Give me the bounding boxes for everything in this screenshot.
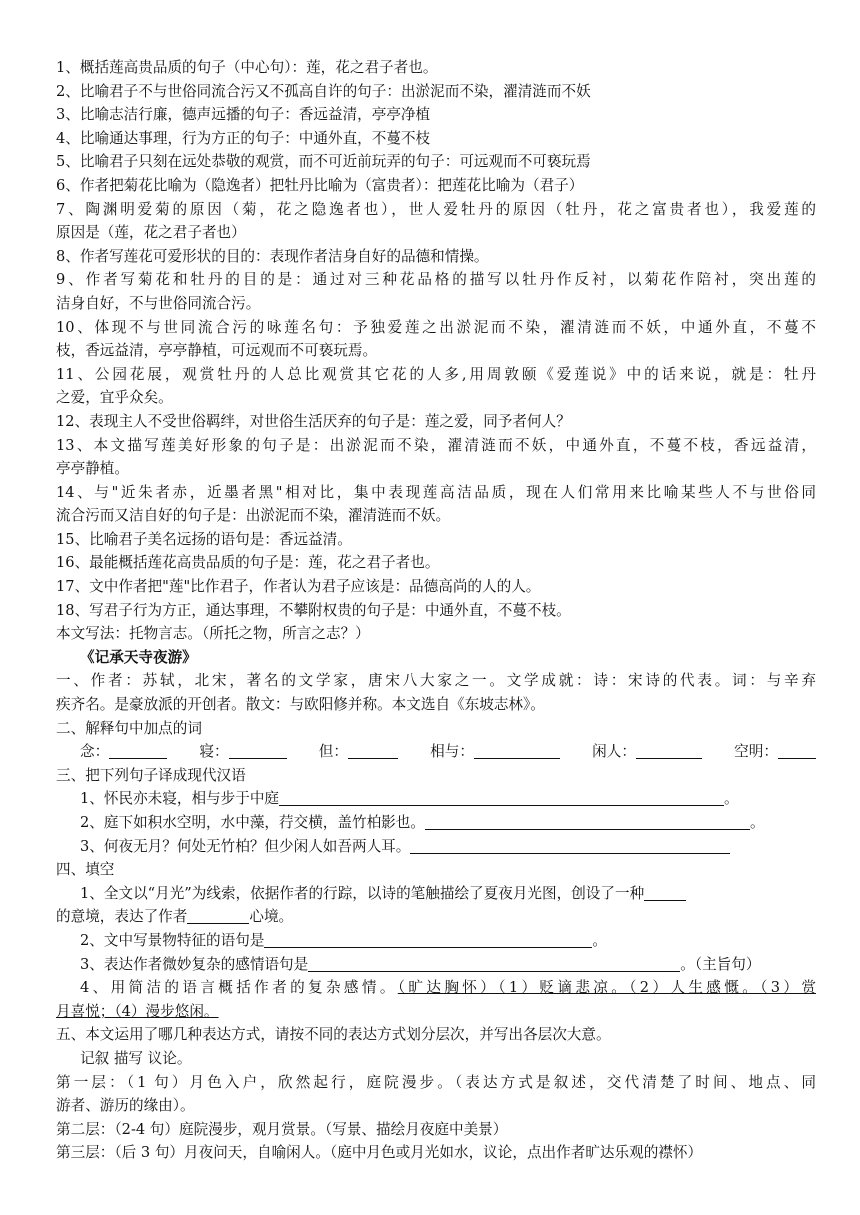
fill-item: 3、表达作者微妙复杂的感情语句是 。（主旨句） bbox=[80, 955, 761, 973]
text-line: 本文写法：托物言志。（所托之物，所言之志？） bbox=[56, 625, 370, 643]
text-line: 枝，香远益清，亭亭静植，可远观而不可亵玩焉。 bbox=[56, 342, 378, 360]
text-line: 9、作者写菊花和牡丹的目的是：通过对三种花品格的描写以牡丹作反衬，以菊花作陪衬，突出莲的 bbox=[56, 271, 816, 289]
word-blanks bbox=[56, 740, 816, 764]
answer-blank[interactable] bbox=[348, 743, 398, 759]
text-line: 4、比喻通达事理，行为方正的句子：中通外直，不蔓不枝 bbox=[56, 129, 431, 147]
translate-item: 3、何夜无月？何处无竹柏？但少闲人如吾两人耳。 bbox=[56, 835, 816, 859]
text-line: 17、文中作者把"莲"比作君子，作者认为君子应该是：品德高尚的人的人。 bbox=[56, 578, 541, 596]
section-title: 《记承天寺夜游》 bbox=[80, 648, 197, 666]
text-line: 10、体现不与世同流合污的咏莲名句：予独爱莲之出淤泥而不染，濯清涟而不妖，中通外直，不蔓不 bbox=[56, 318, 816, 336]
answer-blank[interactable] bbox=[474, 743, 560, 759]
text-line: 2、比喻君子不与世俗同流合污又不孤高自许的句子：出淤泥而不染，濯清涟而不妖 bbox=[56, 82, 591, 100]
answer-blank[interactable] bbox=[778, 743, 816, 759]
text-line: 流合污而又洁自好的句子是：出淤泥而不染，濯清涟而不妖。 bbox=[56, 507, 451, 525]
answer-blank[interactable] bbox=[644, 885, 686, 901]
text-line: 16、最能概括莲花高贵品质的句子是：莲，花之君子者也。 bbox=[56, 554, 440, 572]
document-page bbox=[56, 56, 816, 1165]
answer-blank[interactable] bbox=[229, 743, 287, 759]
text-line: 14、与"近朱者赤，近墨者黑"相对比，集中表现莲高洁品质，现在人们常用来比喻某些人不与世俗同 bbox=[56, 483, 816, 501]
answer-blank[interactable] bbox=[308, 956, 680, 972]
text-line: 亭亭静植。 bbox=[56, 460, 129, 478]
question-title: 二、解释句中加点的词 bbox=[56, 719, 202, 737]
blank-item: 念： bbox=[80, 740, 167, 764]
layer-line: 游者、游历的缘由）。 bbox=[56, 1097, 195, 1115]
author-line: 一、作者：苏轼，北宋，著名的文学家，唐宋八大家之一。文学成就：诗：宋诗的代表。词：与辛弃 bbox=[56, 672, 816, 690]
blank-item: 相与： bbox=[430, 740, 560, 764]
answer-blank[interactable] bbox=[425, 814, 750, 830]
layer-line: 第三层：（后 3 句）月夜问天，自喻闲人。（庭中月色或月光如水，议论，点出作者旷达乐观的襟怀） bbox=[56, 1144, 703, 1162]
text-line: 11、公园花展，观赏牡丹的人总比观赏其它花的人多,用周敦颐《爱莲说》中的话来说，就是：牡丹 bbox=[56, 365, 816, 383]
answer-blank[interactable] bbox=[279, 790, 724, 806]
author-line: 疾齐名。是豪放派的开创者。散文：与欧阳修并称。本文选自《东坡志林》。 bbox=[56, 696, 545, 714]
text-line: 15、比喻君子美名远扬的语句是：香远益清。 bbox=[56, 530, 352, 548]
text-line: 之爱，宜乎众矣。 bbox=[56, 389, 173, 407]
text-line: 5、比喻君子只刻在远处恭敬的观赏，而不可近前玩弄的句子：可远观而不可亵玩焉 bbox=[56, 153, 591, 171]
fill-item: 4、用简洁的语言概括作者的复杂感情。（旷达胸怀）（1）贬谪悲凉。（2）人生感慨。（3）赏 bbox=[80, 979, 816, 997]
answer-blank[interactable] bbox=[109, 743, 167, 759]
question-title: 五、本文运用了哪几种表达方式，请按不同的表达方式划分层次，并写出各层次大意。 bbox=[56, 1026, 611, 1044]
blank-item: 空明： bbox=[734, 740, 816, 764]
text-line: 12、表现主人不受世俗羁绊，对世俗生活厌弃的句子是：莲之爱，同予者何人？ bbox=[56, 412, 571, 430]
expression-modes: 记叙 描写 议论。 bbox=[80, 1049, 192, 1067]
text-line: 6、作者把菊花比喻为（隐逸者）把牡丹比喻为（富贵者）：把莲花比喻为（君子） bbox=[56, 176, 584, 194]
question-title: 四、填空 bbox=[56, 861, 115, 879]
text-line: 原因是（莲，花之君子者也） bbox=[56, 224, 246, 242]
text-line: 13、本文描写莲美好形象的句子是：出淤泥而不染，濯清涟而不妖，中通外直，不蔓不枝，香远益清， bbox=[56, 436, 816, 454]
answer-blank[interactable] bbox=[187, 908, 249, 924]
text-line: 18、写君子行为方正，通达事理，不攀附权贵的句子是：中通外直，不蔓不枝。 bbox=[56, 601, 571, 619]
blank-item: 但： bbox=[319, 740, 398, 764]
text-line: 7、陶渊明爱菊的原因（菊，花之隐逸者也），世人爱牡丹的原因（牡丹，花之富贵者也），我爱莲的 bbox=[56, 200, 816, 218]
text-line: 1、概括莲高贵品质的句子（中心句）：莲，花之君子者也。 bbox=[56, 59, 438, 76]
layer-line: 第一层：（1 句）月色入户，欣然起行，庭院漫步。（表达方式是叙述，交代清楚了时间、地点、同 bbox=[56, 1073, 816, 1091]
fill-item: 月喜悦；（4）漫步悠闲。 bbox=[56, 1002, 219, 1020]
layer-line: 第二层：（2-4 句）庭院漫步，观月赏景。（写景、描绘月夜庭中美景） bbox=[56, 1120, 508, 1138]
answer-blank[interactable] bbox=[410, 838, 730, 854]
answer-blank[interactable] bbox=[264, 932, 592, 948]
blank-item: 闲人： bbox=[592, 740, 702, 764]
text-line: 3、比喻志洁行廉，德声远播的句子：香远益清，亭亭净植 bbox=[56, 106, 431, 124]
text-line: 洁身自好，不与世俗同流合污。 bbox=[56, 294, 261, 312]
translate-item: 1、怀民亦未寝，相与步于中庭 。 bbox=[80, 790, 739, 808]
text-line: 8、作者写莲花可爱形状的目的：表现作者洁身自好的品德和情操。 bbox=[56, 247, 489, 265]
blank-item: 寝： bbox=[199, 740, 286, 764]
fill-item: 的意境，表达了作者 心境。 bbox=[56, 908, 294, 926]
fill-item: 1、全文以“月光”为线索，依据作者的行踪，以诗的笔触描绘了夏夜月光图，创设了一种 bbox=[56, 882, 816, 906]
fill-item: 2、文中写景物特征的语句是 。 bbox=[80, 931, 608, 949]
answer-blank[interactable] bbox=[636, 743, 702, 759]
question-title: 三、把下列句子译成现代汉语 bbox=[56, 766, 246, 784]
translate-item: 2、庭下如积水空明，水中藻，荇交横，盖竹柏影也。 。 bbox=[80, 814, 765, 831]
